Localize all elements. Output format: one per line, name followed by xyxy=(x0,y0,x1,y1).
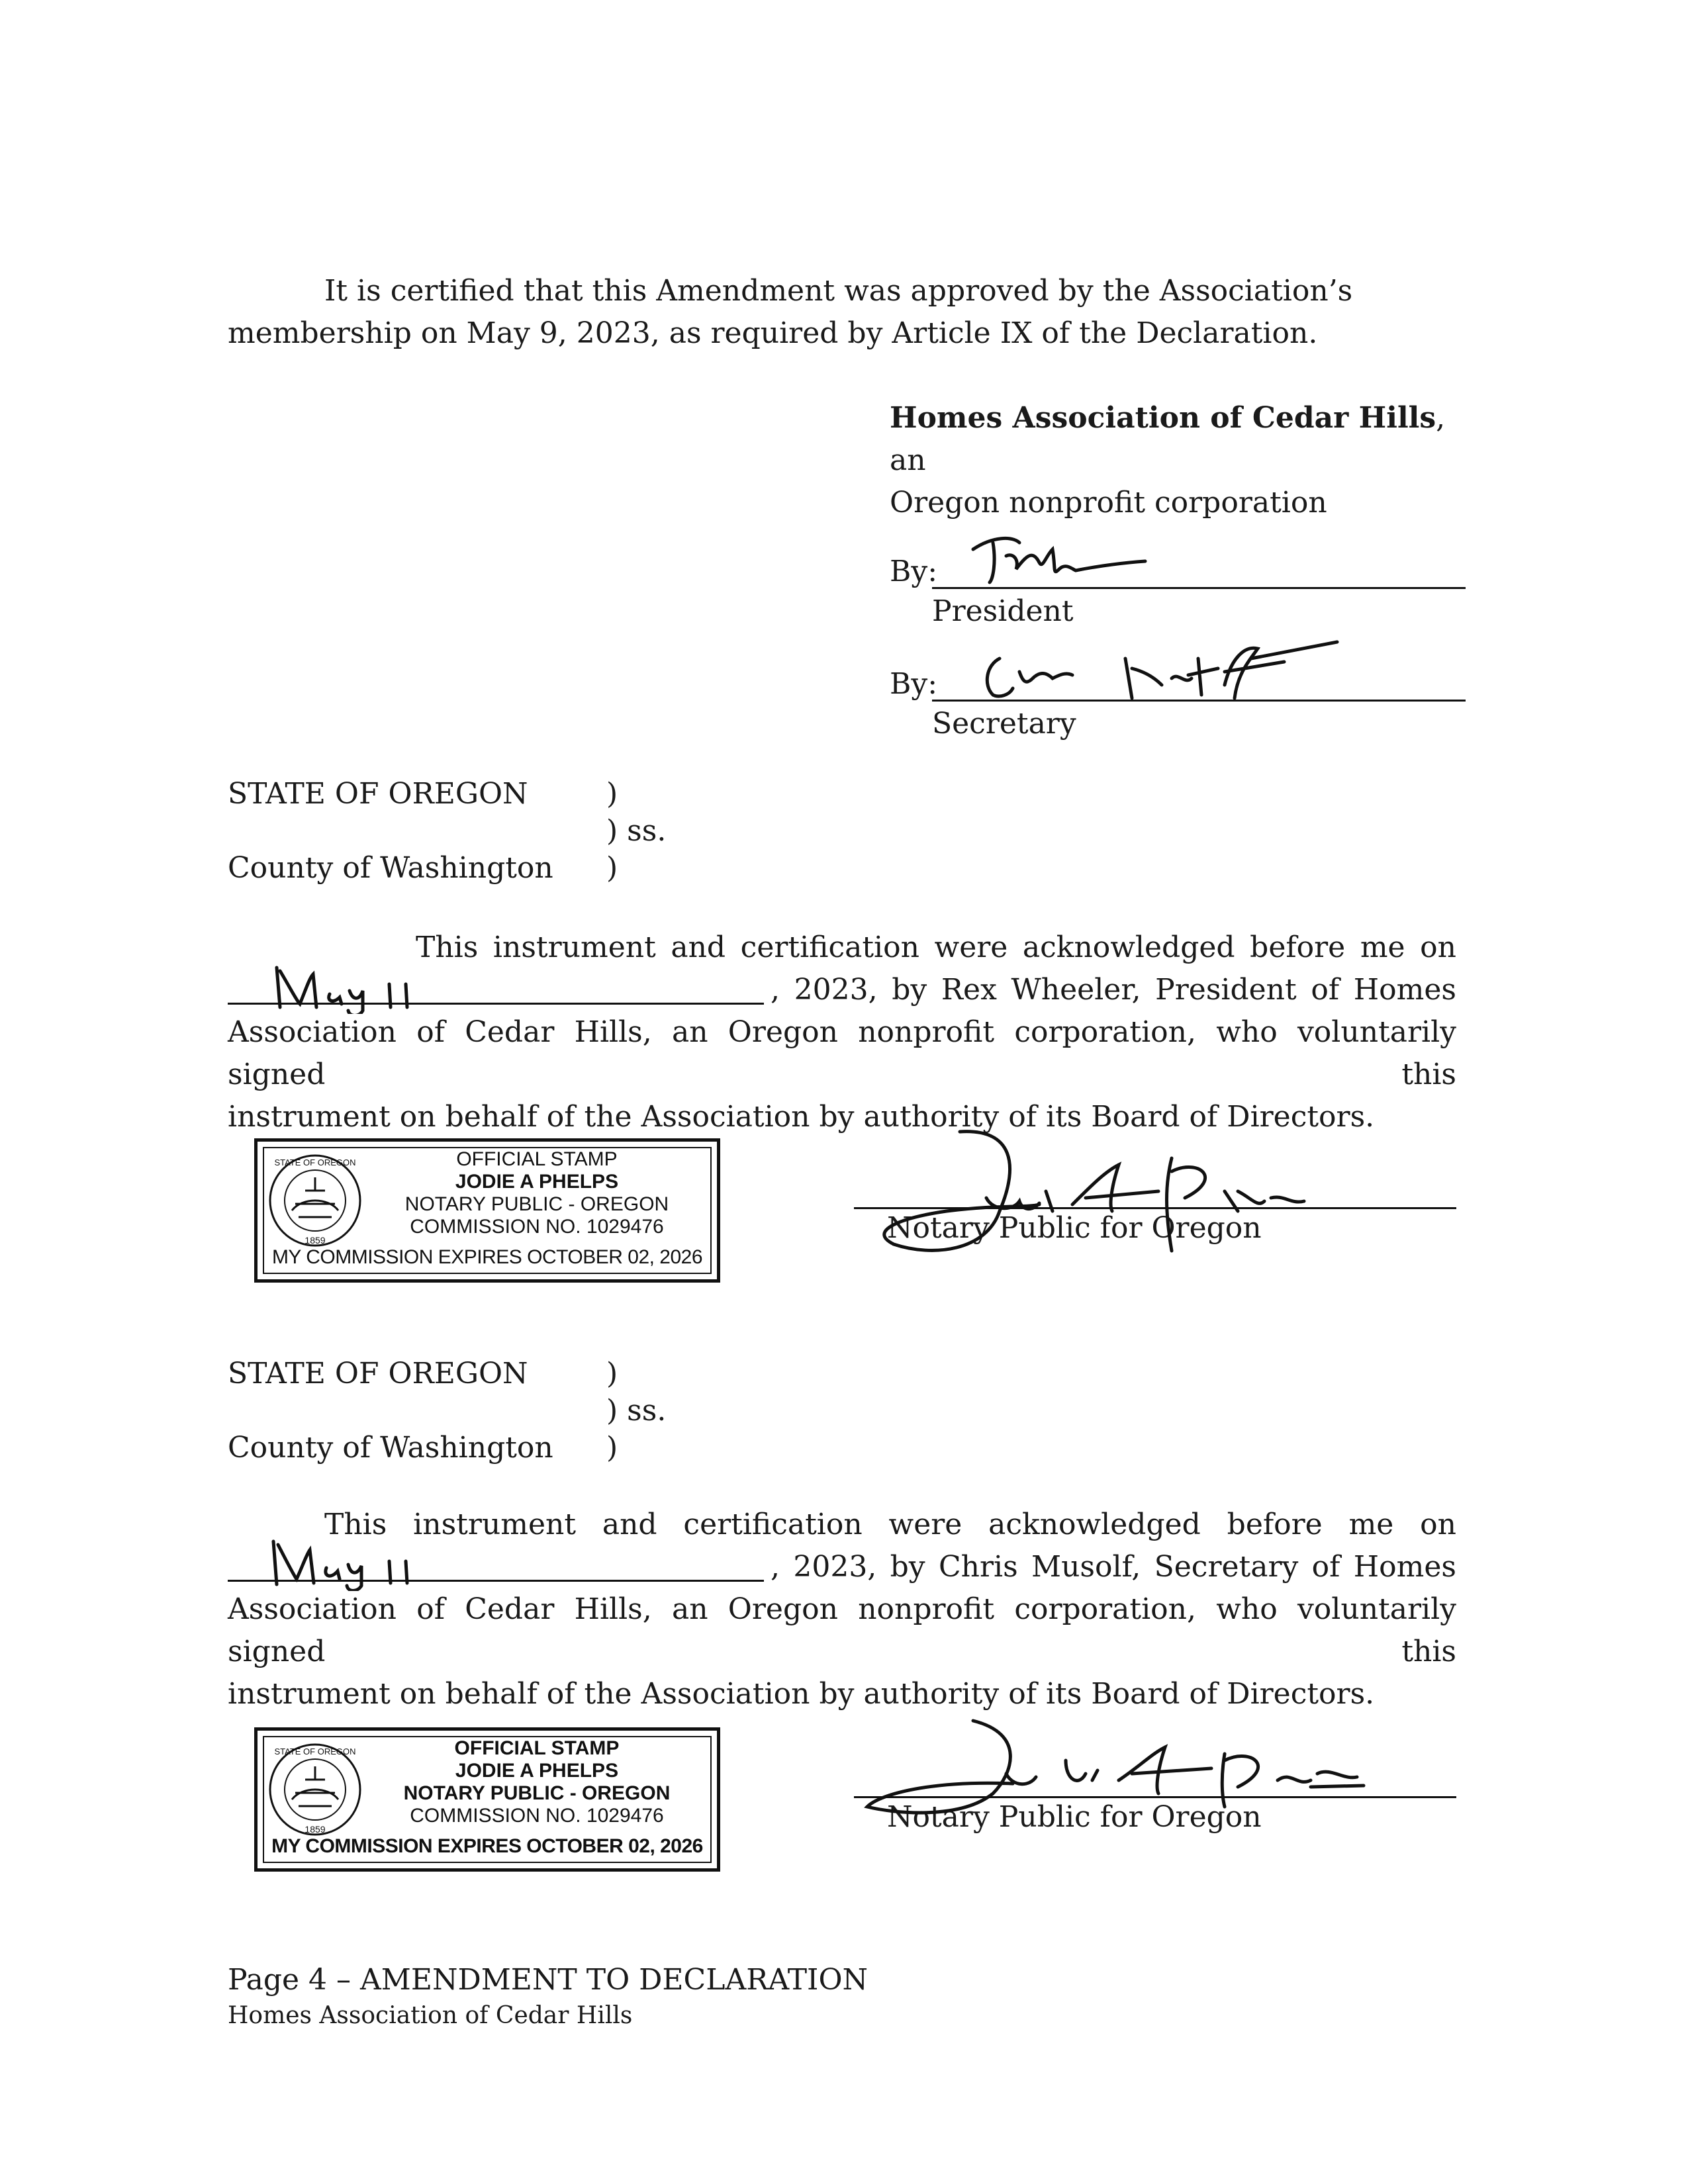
footer-association: Homes Association of Cedar Hills xyxy=(228,2002,633,2029)
venue-block-1 xyxy=(228,773,823,886)
venue-state: STATE OF OREGON xyxy=(228,1357,528,1390)
ack-line-1: This instrument and certification were acknowledged before me on xyxy=(416,931,1456,964)
venue-block-2 xyxy=(228,1353,823,1465)
venue-bracket: ) xyxy=(606,1357,618,1390)
stamp-line-4: COMMISSION NO. 1029476 xyxy=(410,1216,664,1238)
stamp-line-3: NOTARY PUBLIC - OREGON xyxy=(404,1193,669,1215)
notary-signature-1 xyxy=(854,1118,1436,1264)
president-signature xyxy=(966,529,1165,589)
venue-bracket: ) xyxy=(606,851,618,885)
certification-paragraph xyxy=(228,270,1456,355)
president-role: President xyxy=(932,594,1074,628)
corporation-block xyxy=(890,397,1485,524)
stamp-line-5: MY COMMISSION EXPIRES OCTOBER 02, 2026 xyxy=(271,1246,703,1268)
stamp-line-3: NOTARY PUBLIC - OREGON xyxy=(403,1782,671,1804)
by-label: By: xyxy=(890,555,938,588)
ack-line-4: instrument on behalf of the Association by authority of its Board of Directors. xyxy=(228,1100,1375,1134)
handwritten-date xyxy=(270,1531,469,1591)
notary-label: Notary Public for Oregon xyxy=(887,1800,1262,1834)
stamp-line-1: OFFICIAL STAMP xyxy=(454,1737,620,1759)
svg-text:1859: 1859 xyxy=(305,1235,326,1246)
venue-county: County of Washington xyxy=(228,1431,553,1465)
corporation-name: Homes Association of Cedar Hills xyxy=(890,401,1436,435)
ack-line-2 xyxy=(228,969,1456,1011)
stamp-line-4: COMMISSION NO. 1029476 xyxy=(410,1805,664,1827)
secretary-signature xyxy=(973,632,1344,711)
state-seal-icon xyxy=(265,1151,365,1250)
notary-label: Notary Public for Oregon xyxy=(887,1211,1262,1245)
notary-stamp-1 xyxy=(254,1138,720,1283)
ack-line-3: Association of Cedar Hills, an Oregon nonprofit corporation, who voluntarily signed this xyxy=(228,1592,1456,1668)
svg-text:STATE OF OREGON: STATE OF OREGON xyxy=(274,1747,356,1756)
venue-ss: ) ss. xyxy=(606,814,667,848)
handwritten-date xyxy=(270,954,469,1014)
certification-text: It is certified that this Amendment was approved by the Association’s membership on May 9, 2023, as required by Article IX of the Declaration. xyxy=(228,274,1353,350)
corporation-suffix: , an xyxy=(890,401,1446,477)
venue-bracket: ) xyxy=(606,777,618,811)
ack-line-2-text: , 2023, by Rex Wheeler, President of Homes xyxy=(771,973,1456,1007)
ack-line-4: instrument on behalf of the Association by authority of its Board of Directors. xyxy=(228,1677,1375,1711)
svg-text:1859: 1859 xyxy=(305,1824,326,1835)
ack-line-1: This instrument and certification were acknowledged before me on xyxy=(324,1508,1456,1541)
ack-line-2 xyxy=(228,1546,1456,1588)
notary-stamp-2 xyxy=(254,1727,720,1872)
acknowledgment-2 xyxy=(228,1504,1456,1715)
stamp-line-1: OFFICIAL STAMP xyxy=(456,1148,618,1170)
ack-line-2-text: , 2023, by Chris Musolf, Secretary of Homes xyxy=(771,1550,1456,1584)
venue-county: County of Washington xyxy=(228,851,553,885)
notary-signature-2 xyxy=(854,1707,1450,1840)
venue-bracket: ) xyxy=(606,1431,618,1465)
state-seal-icon xyxy=(265,1740,365,1839)
acknowledgment-1 xyxy=(228,927,1456,1138)
footer-page-label: Page 4 – AMENDMENT TO DECLARATION xyxy=(228,1963,868,1997)
svg-text:STATE OF OREGON: STATE OF OREGON xyxy=(274,1158,356,1167)
stamp-line-2: JODIE A PHELPS xyxy=(455,1171,619,1193)
stamp-line-5: MY COMMISSION EXPIRES OCTOBER 02, 2026 xyxy=(271,1835,703,1857)
secretary-role: Secretary xyxy=(932,707,1076,741)
ack-line-3: Association of Cedar Hills, an Oregon nonprofit corporation, who voluntarily signed this xyxy=(228,1015,1456,1091)
venue-state: STATE OF OREGON xyxy=(228,777,528,811)
stamp-line-2: JODIE A PHELPS xyxy=(455,1760,619,1782)
corporation-type: Oregon nonprofit corporation xyxy=(890,486,1327,520)
by-label: By: xyxy=(890,667,938,701)
venue-ss: ) ss. xyxy=(606,1394,667,1428)
